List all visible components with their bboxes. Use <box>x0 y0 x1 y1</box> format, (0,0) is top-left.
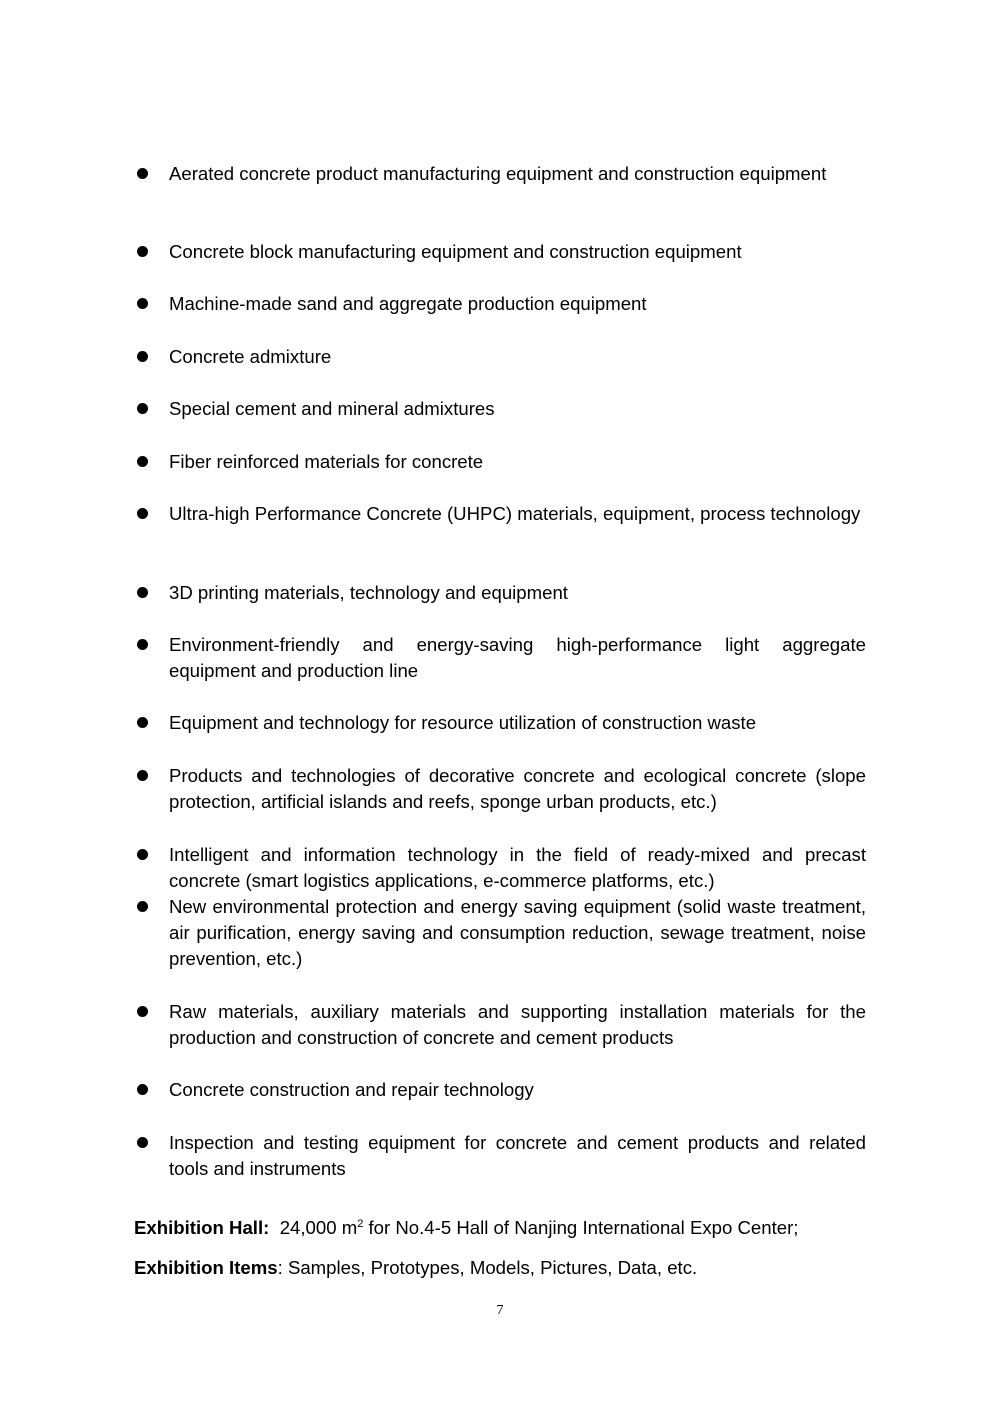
bullet-icon <box>137 403 148 414</box>
list-item-text: Concrete admixture <box>169 346 332 367</box>
bullet-icon <box>137 587 148 598</box>
exhibition-items-value: : Samples, Prototypes, Models, Pictures, Data, etc. <box>277 1257 698 1278</box>
bullet-icon <box>137 1137 148 1148</box>
exhibition-hall-colon: : <box>263 1217 270 1238</box>
exhibition-items-line <box>134 1255 697 1281</box>
bullet-icon <box>137 456 148 467</box>
list-item-text: Products and technologies of decorative concrete and ecological concrete (slope protection, artificial islands and reefs, sponge urban products, etc.) <box>169 765 866 812</box>
list-item-text: Environment-friendly and energy-saving high-performance light aggregate equipment and production line <box>169 634 866 681</box>
list-item-text: Equipment and technology for resource utilization of construction waste <box>169 712 757 733</box>
list-item-text: 3D printing materials, technology and equipment <box>169 582 568 603</box>
list-item-text: Concrete block manufacturing equipment and construction equipment <box>169 241 742 262</box>
bullet-icon <box>137 717 148 728</box>
list-item-text: Machine-made sand and aggregate production equipment <box>169 293 647 314</box>
bullet-icon <box>137 639 148 650</box>
bullet-icon <box>137 168 148 179</box>
list-item-text: Special cement and mineral admixtures <box>169 398 495 419</box>
bullet-icon <box>137 849 148 860</box>
list-item-text: New environmental protection and energy saving equipment (solid waste treatment, air purification, energy saving and consumption reduction, sewage treatment, noise prevention, etc.) <box>169 896 866 969</box>
list-item-text: Raw materials, auxiliary materials and supporting installation materials for the production and construction of concrete and cement products <box>169 1001 866 1048</box>
bullet-icon <box>137 351 148 362</box>
exhibition-hall-line <box>134 1215 798 1241</box>
bullet-icon <box>137 770 148 781</box>
exhibition-hall-venue: for No.4-5 Hall of Nanjing International Expo Center; <box>363 1217 799 1238</box>
area-superscript: 2 <box>357 1218 364 1230</box>
bullet-icon <box>137 1084 148 1095</box>
list-item-text: Inspection and testing equipment for concrete and cement products and related tools and instruments <box>169 1132 866 1179</box>
list-item-text: Aerated concrete product manufacturing equipment and construction equipment <box>169 163 827 184</box>
list-item-text: Ultra-high Performance Concrete (UHPC) materials, equipment, process technology <box>169 503 861 524</box>
list-item-text: Concrete construction and repair technology <box>169 1079 534 1100</box>
bullet-icon <box>137 246 148 257</box>
bullet-icon <box>137 1006 148 1017</box>
exhibition-hall-area: 24,000 m <box>279 1217 358 1238</box>
exhibition-items-label: Exhibition Items <box>134 1257 278 1278</box>
bullet-icon <box>137 901 148 912</box>
bullet-icon <box>137 298 148 309</box>
page-number: 7 <box>496 1303 504 1318</box>
bullet-icon <box>137 508 148 519</box>
exhibition-hall-label: Exhibition Hall <box>134 1217 264 1238</box>
list-item-text: Fiber reinforced materials for concrete <box>169 451 484 472</box>
list-item-text: Intelligent and information technology in the field of ready-mixed and precast concrete (smart logistics applications, e-commerce platforms, etc.) <box>169 844 866 891</box>
